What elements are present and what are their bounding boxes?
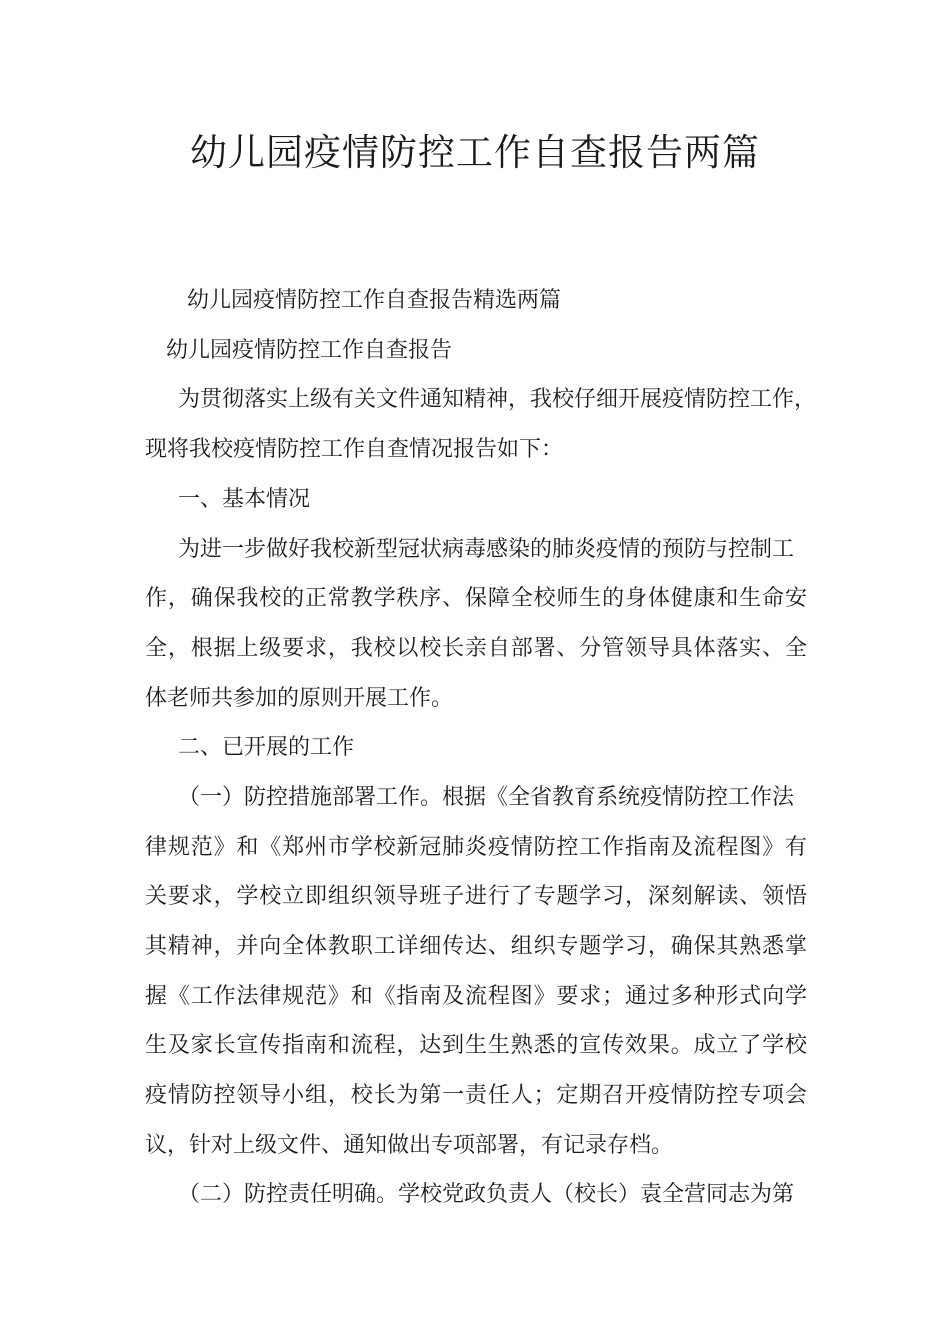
paragraph-line: 律规范》和《郑州市学校新冠肺炎疫情防控工作指南及流程图》有	[145, 835, 807, 860]
subtitle-line: 幼儿园疫情防控工作自查报告精选两篇	[187, 288, 562, 313]
paragraph-line: 关要求，学校立即组织领导班子进行了专题学习，深刻解读、领悟	[145, 884, 807, 909]
paragraph-line: （二）防控责任明确。学校党政负责人（校长）袁全营同志为第	[178, 1182, 795, 1207]
paragraph-line: 生及家长宣传指南和流程，达到生生熟悉的宣传效果。成立了学校	[145, 1033, 807, 1058]
paragraph-line: 现将我校疫情防控工作自查情况报告如下：	[145, 437, 564, 462]
paragraph-line: 体老师共参加的原则开展工作。	[145, 686, 454, 711]
paragraph-line: （一）防控措施部署工作。根据《全省教育系统疫情防控工作法	[178, 785, 795, 810]
paragraph-line: 疫情防控领导小组，校长为第一责任人；定期召开疫情防控专项会	[145, 1083, 807, 1108]
paragraph-line: 其精神，并向全体教职工详细传达、组织专题学习，确保其熟悉掌	[145, 934, 807, 959]
paragraph-line: 议，针对上级文件、通知做出专项部署，有记录存档。	[145, 1133, 674, 1158]
section-heading: 二、已开展的工作	[178, 735, 355, 760]
document-title: 幼儿园疫情防控工作自查报告两篇	[190, 131, 760, 174]
paragraph-line: 握《工作法律规范》和《指南及流程图》要求；通过多种形式向学	[145, 984, 807, 1009]
report-heading: 幼儿园疫情防控工作自查报告	[166, 338, 453, 363]
paragraph-line: 为进一步做好我校新型冠状病毒感染的肺炎疫情的预防与控制工	[178, 537, 795, 562]
paragraph-line: 为贯彻落实上级有关文件通知精神，我校仔细开展疫情防控工作，	[178, 387, 817, 412]
paragraph-line: 作，确保我校的正常教学秩序、保障全校师生的身体健康和生命安	[145, 586, 807, 611]
paragraph-line: 全，根据上级要求，我校以校长亲自部署、分管领导具体落实、全	[145, 636, 807, 661]
section-heading: 一、基本情况	[178, 487, 311, 512]
